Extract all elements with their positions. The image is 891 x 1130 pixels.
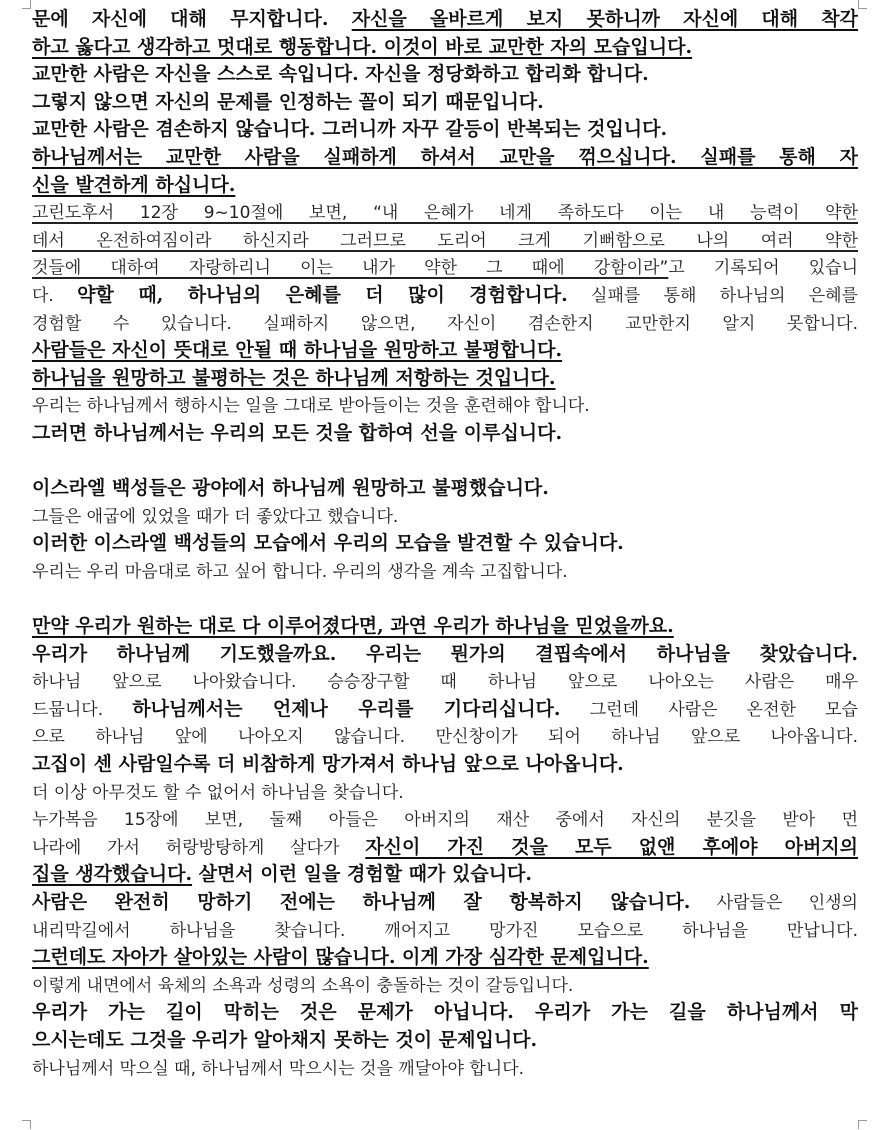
text-run: 그런데도 자아가 살아있는 사람이 많습니다. 이게 가장 심각한 문제입니다. xyxy=(32,946,649,969)
text-line xyxy=(32,310,858,338)
blank-line xyxy=(32,448,858,476)
text-line xyxy=(32,723,858,751)
document-body xyxy=(32,6,858,1082)
text-run: 하나님께서는 언제나 우리를 기다리십니다. xyxy=(132,697,561,720)
text-run: 교만한 사람은 자신을 스스로 속입니다. 자신을 정당화하고 합리화 합니다. xyxy=(32,63,649,86)
text-run: 그런데 사람은 온전한 모습 xyxy=(560,699,858,720)
text-run: 으시는데도 그것을 우리가 알아채지 못하는 것이 문제입니다. xyxy=(32,1028,538,1051)
text-run: 으로 하나님 앞에 나아오지 않습니다. 만신창이가 되어 하나님 앞으로 나아옵니다. xyxy=(32,727,858,748)
text-run: 이렇게 내면에서 육체의 소욕과 성령의 소욕이 충돌하는 것이 갈등입니다. xyxy=(32,975,574,996)
text-run: 하나님께서 막으실 때, 하나님께서 막으시는 것을 깨달아야 합니다. xyxy=(32,1058,525,1079)
text-run: 내리막길에서 하나님을 찾습니다. 깨어지고 망가진 모습으로 하나님을 만납니다. xyxy=(32,920,858,941)
text-line xyxy=(32,89,858,117)
text-run: 하나님을 원망하고 불평하는 것은 하나님께 저항하는 것입니다. xyxy=(32,366,556,389)
text-run: 그렇지 않으면 자신의 문제를 인정하는 꼴이 되기 때문입니다. xyxy=(32,90,544,113)
text-line xyxy=(32,282,858,310)
text-line xyxy=(32,172,858,200)
text-run: 사람들은 자신이 뜻대로 안될 때 하나님을 원망하고 불평합니다. xyxy=(32,339,563,362)
text-run: 누가복음 15장에 보면, 둘째 아들은 아버지의 재산 중에서 자신의 분깃을 받아 먼 xyxy=(32,810,858,831)
text-run: 사람은 완전히 망하기 전에는 하나님께 잘 항복하지 않습니다. xyxy=(32,891,691,913)
text-run: 나라에 가서 허랑방탕하게 살다가 xyxy=(32,837,366,858)
page-corner-mark xyxy=(22,0,31,9)
text-line xyxy=(32,254,858,282)
text-run: 우리가 가는 길이 막히는 것은 문제가 아닙니다. 우리가 가는 길을 하나님께서 막 xyxy=(32,1001,858,1024)
text-run: 약할 때, 하나님의 은혜를 더 많이 경험합니다. xyxy=(77,283,568,306)
text-line xyxy=(32,475,858,503)
text-line xyxy=(32,779,858,807)
text-line xyxy=(32,337,858,365)
page-corner-mark xyxy=(858,1120,867,1129)
text-line xyxy=(32,420,858,448)
text-run: 하나님 앞으로 나아왔습니다. 승승장구할 때 하나님 앞으로 나아오는 사람은 매우 xyxy=(32,672,858,693)
text-line xyxy=(32,613,858,641)
text-run: 자신이 가진 것을 모두 없앤 후에야 아버지의 xyxy=(365,835,858,858)
text-line xyxy=(32,503,858,531)
text-line xyxy=(32,668,858,696)
text-run: 다. xyxy=(32,285,78,306)
blank-line xyxy=(32,585,858,613)
text-run: 교만한 사람은 겸손하지 않습니다. 그러니까 자꾸 갈등이 반복되는 것입니다. xyxy=(32,118,668,141)
text-line xyxy=(32,61,858,89)
text-run: 우리는 하나님께서 행하시는 일을 그대로 받아들이는 것을 훈련해야 합니다. xyxy=(32,396,590,417)
text-run: 자신을 올바르게 보지 못하니까 자신에 대해 착각 xyxy=(351,8,858,30)
text-line xyxy=(32,999,858,1027)
text-run: 이스라엘 백성들은 광야에서 하나님께 원망하고 불평했습니다. xyxy=(32,477,549,500)
text-line xyxy=(32,34,858,62)
text-line xyxy=(32,889,858,917)
text-line xyxy=(32,834,858,862)
text-line xyxy=(32,6,858,34)
text-line xyxy=(32,696,858,724)
text-line xyxy=(32,144,858,172)
text-run: 하고 옳다고 생각하고 멋대로 행동합니다. 이것이 바로 교만한 자의 모습입니다. xyxy=(32,35,693,58)
text-run: 고린도후서 12장 9~10절에 보면, “내 은혜가 네게 족하도다 이는 내 능력이 약한 xyxy=(32,203,858,224)
text-run: 우리는 우리 마음대로 하고 싶어 합니다. 우리의 생각을 계속 고집합니다. xyxy=(32,561,568,582)
text-run: 그들은 애굽에 있었을 때가 더 좋았다고 했습니다. xyxy=(32,506,399,527)
page-corner-mark xyxy=(858,0,867,9)
text-line xyxy=(32,365,858,393)
text-run: 경험할 수 있습니다. 실패하지 않으면, 자신이 겸손한지 교만한지 알지 못합니다. xyxy=(32,313,858,334)
text-run: 그러면 하나님께서는 우리의 모든 것을 합하여 선을 이루십니다. xyxy=(32,421,563,444)
text-line xyxy=(32,944,858,972)
text-run: 드뭅니다. xyxy=(32,699,133,720)
text-run: 하나님께서는 교만한 사람을 실패하게 하셔서 교만을 꺾으십니다. 실패를 통해 자 xyxy=(32,145,858,168)
text-run: 데서 온전하여짐이라 하신지라 그러므로 도리어 크게 기뻐함으로 나의 여러 약한 xyxy=(32,230,858,251)
text-run: 우리가 하나님께 기도했을까요. 우리는 뭔가의 결핍속에서 하나님을 찾았습니다. xyxy=(32,642,858,665)
text-line xyxy=(32,1027,858,1055)
text-line xyxy=(32,558,858,586)
text-line xyxy=(32,116,858,144)
text-run: 집을 생각했습니다. xyxy=(32,863,193,886)
text-run: 더 이상 아무것도 할 수 없어서 하나님을 찾습니다. xyxy=(32,782,404,803)
text-line xyxy=(32,1055,858,1083)
text-run: 것들에 대하여 자랑하리니 이는 내가 약한 그 때에 강함이라” xyxy=(32,258,669,279)
text-run: 고집이 센 사람일수록 더 비참하게 망가져서 하나님 앞으로 나아옵니다. xyxy=(32,753,624,776)
text-run: 사람들은 인생의 xyxy=(690,893,858,913)
text-line xyxy=(32,199,858,227)
text-line xyxy=(32,861,858,889)
text-line xyxy=(32,227,858,255)
text-run: 만약 우리가 원하는 대로 다 이루어졌다면, 과연 우리가 하나님을 믿었을까요. xyxy=(32,615,674,638)
text-run: 문에 자신에 대해 무지합니다. xyxy=(32,8,352,30)
text-line xyxy=(32,530,858,558)
text-line xyxy=(32,641,858,669)
text-line xyxy=(32,392,858,420)
text-run: 고 기록되어 있습니 xyxy=(668,258,858,279)
text-run: 이러한 이스라엘 백성들의 모습에서 우리의 모습을 발견할 수 있습니다. xyxy=(32,532,624,555)
text-line xyxy=(32,806,858,834)
text-run: 살면서 이런 일을 경험할 때가 있습니다. xyxy=(192,863,533,886)
text-line xyxy=(32,917,858,945)
text-run: 신을 발견하게 하십니다. xyxy=(32,173,236,196)
text-run: 실패를 통해 하나님의 은혜를 xyxy=(567,285,858,306)
text-line xyxy=(32,751,858,779)
text-line xyxy=(32,972,858,1000)
page-corner-mark xyxy=(22,1120,31,1129)
